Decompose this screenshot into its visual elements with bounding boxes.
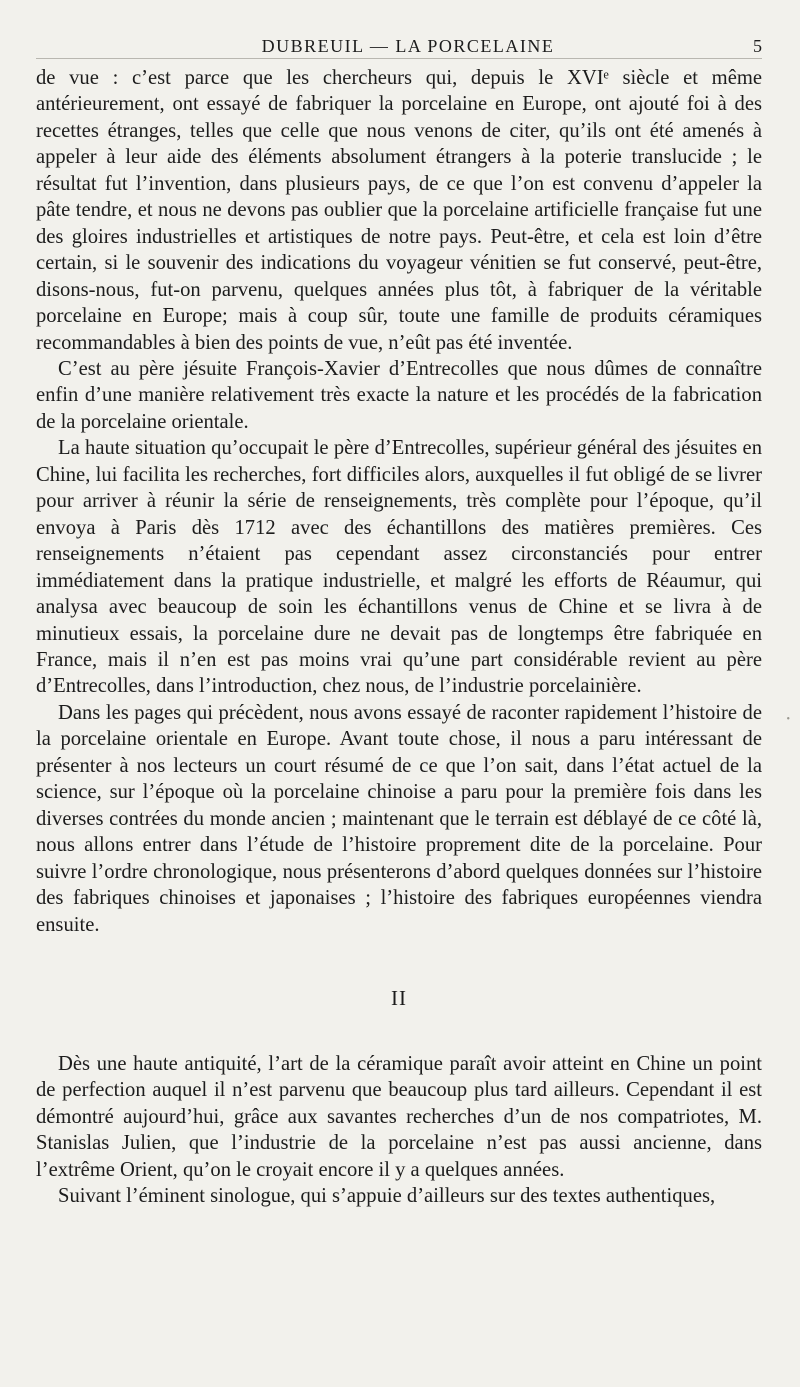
margin-dot: • — [786, 714, 790, 725]
running-title: DUBREUIL — LA PORCELAINE — [261, 36, 555, 56]
paragraph-antiquity: Dès une haute antiquité, l’art de la céramique paraît avoir atteint en Chine un point de perfection auquel il n’est parvenu que beaucoup plus tard ailleurs. Cependant il est démontré aujourd’hui, grâce aux savantes recherches d’un de nos compatriotes, M. Stanislas Julien, que l’industrie de la porcelaine n’est pas aussi ancienne, dans l’extrême Orient, qu’on le croyait encore il y a quelques années. — [36, 1052, 762, 1181]
paragraph-sinologue: Suivant l’éminent sinologue, qui s’appuie d’ailleurs sur des textes authentiques, — [58, 1185, 716, 1208]
running-header — [36, 30, 762, 59]
paragraph-continuation: de vue : c’est parce que les chercheurs qui, depuis le XVIᵉ siècle et même antérieurement, ont essayé de fabriquer la porcelaine en Europe, ont ajouté foi à des recettes étranges, telles que celle que nous venons de citer, qu’ils ont été amenés à appeler à leur aide des éléments absolument étrangers à la poterie translucide ; le résultat fut l’invention, dans plusieurs pays, de ce que l’on est convenu d’appeler la pâte tendre, et nous ne devons pas oublier que la porcelaine artificielle française fut une des gloires industrielles et artistiques de notre pays. Peut-être, et cela est loin d’être certain, si le souvenir des indications du voyageur vénitien se fut conservé, peut-être, disons-nous, fut-on parvenu, quelques années plus tôt, à fabriquer de la véritable porcelaine en Europe; mais à coup sûr, toute une famille de produits céramiques recommandables à bien des points de vue, n’eût pas été inventée. — [36, 67, 762, 354]
page-number: 5 — [753, 36, 762, 56]
book-page — [36, 30, 762, 1210]
paragraph-entrecolles-situation: La haute situation qu’occupait le père d’Entrecolles, supérieur général des jésuites en Chine, lui facilita les recherches, fort difficiles alors, auxquelles il fut obligé de se livrer pour arriver à réunir la série de renseignements, très complète pour l’époque, qu’il envoya à Paris dès 1712 avec des échantillons des matières premières. Ces renseignements n’étaient pas cependant assez circonstanciés pour entrer immédiatement dans la pratique industrielle, et malgré les efforts de Réaumur, qui analysa avec beaucoup de soin les échantillons venus de Chine et se livra à de minutieux essais, la porcelaine dure ne devait pas de longtemps être fabriquée en France, mais il n’en est pas moins vrai qu’une part considérable revient au père d’Entrecolles, dans l’introduction, chez nous, de l’industrie porcelainière. — [36, 437, 762, 698]
paragraph-entrecolles-intro: C’est au père jésuite François-Xavier d’Entrecolles que nous dûmes de connaître enfin d’une manière relativement très exacte la nature et les procédés de la fabrication de la porcelaine orientale. — [36, 357, 762, 433]
section-heading: II — [391, 985, 407, 1010]
paragraph-summary: Dans les pages qui précèdent, nous avons essayé de raconter rapidement l’histoire de la porcelaine orientale en Europe. Avant toute chose, il nous a paru intéressant de présenter à nos lecteurs un court résumé de ce que l’on sait, dans l’état actuel de la science, sur l’époque où la porcelaine chinoise a paru pour la première fois dans les diverses contrées du monde ancien ; maintenant que le terrain est déblayé de ce côté là, nous allons entrer dans l’étude de l’histoire proprement dite de la porcelaine. Pour suivre l’ordre chronologique, nous présenterons d’abord quelques données sur l’histoire des fabriques chinoises et japonaises ; l’histoire des fabriques européennes viendra ensuite. — [36, 701, 762, 936]
body-text — [36, 65, 762, 1210]
